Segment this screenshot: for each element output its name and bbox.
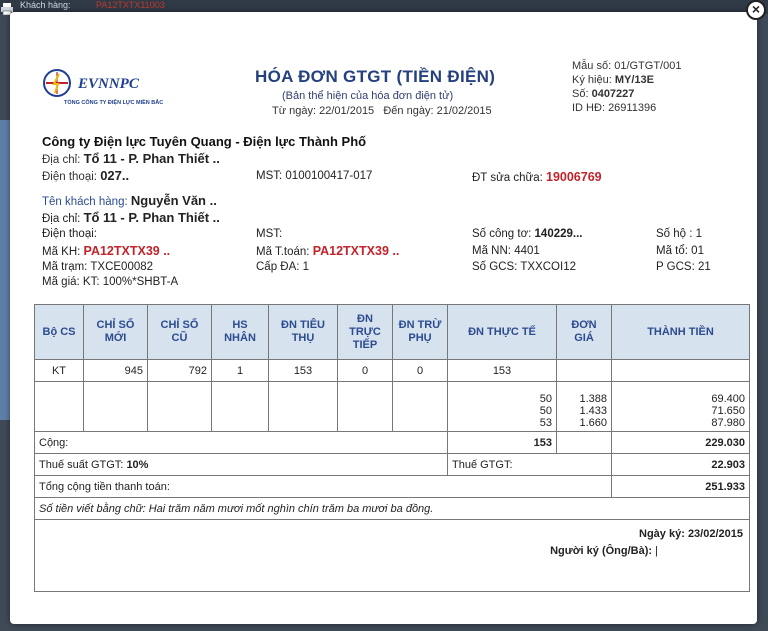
from-label: Từ ngày: bbox=[272, 105, 317, 117]
customer-voltage: Cấp ĐA: 1 bbox=[256, 261, 310, 273]
col-header: ĐN TRỪ PHỤ bbox=[393, 305, 448, 360]
customer-nn: Mã NN: 4401 bbox=[472, 245, 540, 257]
customer-meter: Số công tơ: 140229... bbox=[472, 228, 583, 240]
invoice-number: Số: 0407227 bbox=[572, 88, 635, 100]
tier-kwh: 50 50 53 bbox=[448, 382, 557, 432]
sign-date: Ngày ký: 23/02/2015 bbox=[639, 528, 743, 540]
customer-household: Số hộ : 1 bbox=[656, 228, 703, 240]
col-header: THÀNH TIỀN bbox=[612, 305, 750, 360]
evn-logo-icon bbox=[42, 68, 76, 98]
customer-group: Mã tổ: 01 bbox=[656, 245, 704, 257]
col-header: HS NHÂN bbox=[212, 305, 269, 360]
table-row: KT 945 792 1 153 0 0 153 bbox=[35, 360, 750, 382]
seller-tax: MST: 0100100417-017 bbox=[256, 170, 373, 182]
customer-payment: Mã T.toán: PA12TXTX39 .. bbox=[256, 244, 400, 258]
customer-price: Mã giá: KT: 100%*SHBT-A bbox=[42, 276, 179, 288]
to-label: Đến ngày: bbox=[383, 105, 434, 117]
total-row: Tổng cộng tiền thanh toán: 251.933 bbox=[35, 476, 750, 498]
evn-logo bbox=[42, 68, 164, 106]
top-label: Khách hàng: bbox=[20, 0, 71, 10]
tier-price: 1.388 1.433 1.660 bbox=[557, 382, 612, 432]
col-header: Bộ CS bbox=[35, 305, 84, 360]
signer: Người ký (Ông/Bà): | bbox=[550, 545, 658, 557]
col-header: ĐN THỰC TẾ bbox=[448, 305, 557, 360]
col-header: CHỈ SỐ MỚI bbox=[84, 305, 148, 360]
tier-amount: 69.400 71.650 87.980 bbox=[612, 382, 750, 432]
from-date: 22/01/2015 bbox=[319, 105, 375, 117]
form-number: Mẫu số: 01/GTGT/001 bbox=[572, 60, 682, 72]
seller-phone: Điện thoại: 027.. bbox=[42, 168, 130, 183]
vat-row: Thuế suất GTGT: 10% Thuế GTGT: 22.903 bbox=[35, 454, 750, 476]
customer-gcs: Số GCS: TXXCOI12 bbox=[472, 261, 576, 273]
seller-repair: ĐT sửa chữa: 19006769 bbox=[472, 170, 602, 184]
sum-row: Cộng: 153 229.030 bbox=[35, 432, 750, 454]
customer-name: Tên khách hàng: Nguyễn Văn .. bbox=[42, 193, 217, 208]
words-row: Số tiền viết bằng chữ: Hai trăm năm mươi mốt nghìn chín trăm ba mươi ba đồng. bbox=[35, 498, 750, 520]
customer-address: Địa chỉ: Tổ 11 - P. Phan Thiết .. bbox=[42, 210, 220, 225]
customer-station: Mã trạm: TXCE00082 bbox=[42, 261, 154, 273]
seller-name: Công ty Điện lực Tuyên Quang - Điện lực Thành Phố bbox=[42, 134, 367, 149]
brand-name: EVNNPC bbox=[78, 76, 139, 92]
period bbox=[272, 105, 492, 117]
col-header: ĐN TIÊU THỤ bbox=[269, 305, 338, 360]
top-value: PA12TXTX11003 bbox=[96, 0, 165, 10]
customer-tax-label: MST: bbox=[256, 228, 283, 240]
background-side-strip bbox=[0, 120, 10, 420]
customer-phone-label: Điện thoại: bbox=[42, 228, 97, 240]
close-icon[interactable]: × bbox=[746, 0, 766, 20]
table-header-row bbox=[35, 305, 750, 360]
signature-row bbox=[35, 520, 750, 592]
to-date: 21/02/2015 bbox=[436, 105, 492, 117]
invoice-subtitle: (Bản thể hiện của hóa đơn điện tử) bbox=[282, 90, 454, 102]
symbol: Ký hiệu: MY/13E bbox=[572, 74, 654, 86]
tier-row bbox=[35, 382, 750, 432]
invoice-id: ID HĐ: 26911396 bbox=[572, 102, 657, 114]
consumption-table bbox=[34, 304, 750, 592]
seller-address: Địa chỉ: Tổ 11 - P. Phan Thiết .. bbox=[42, 151, 220, 166]
brand-subtitle: TỔNG CÔNG TY ĐIỆN LỰC MIỀN BẮC bbox=[64, 100, 164, 106]
invoice-title: HÓA ĐƠN GTGT (TIỀN ĐIỆN) bbox=[255, 67, 496, 86]
col-header: ĐN TRỰC TIẾP bbox=[338, 305, 393, 360]
col-header: CHỈ SỐ CŨ bbox=[148, 305, 212, 360]
invoice-modal bbox=[10, 12, 757, 624]
customer-kh: Mã KH: PA12TXTX39 .. bbox=[42, 244, 171, 258]
customer-pgcs: P GCS: 21 bbox=[656, 261, 711, 273]
col-header: ĐƠN GIÁ bbox=[557, 305, 612, 360]
